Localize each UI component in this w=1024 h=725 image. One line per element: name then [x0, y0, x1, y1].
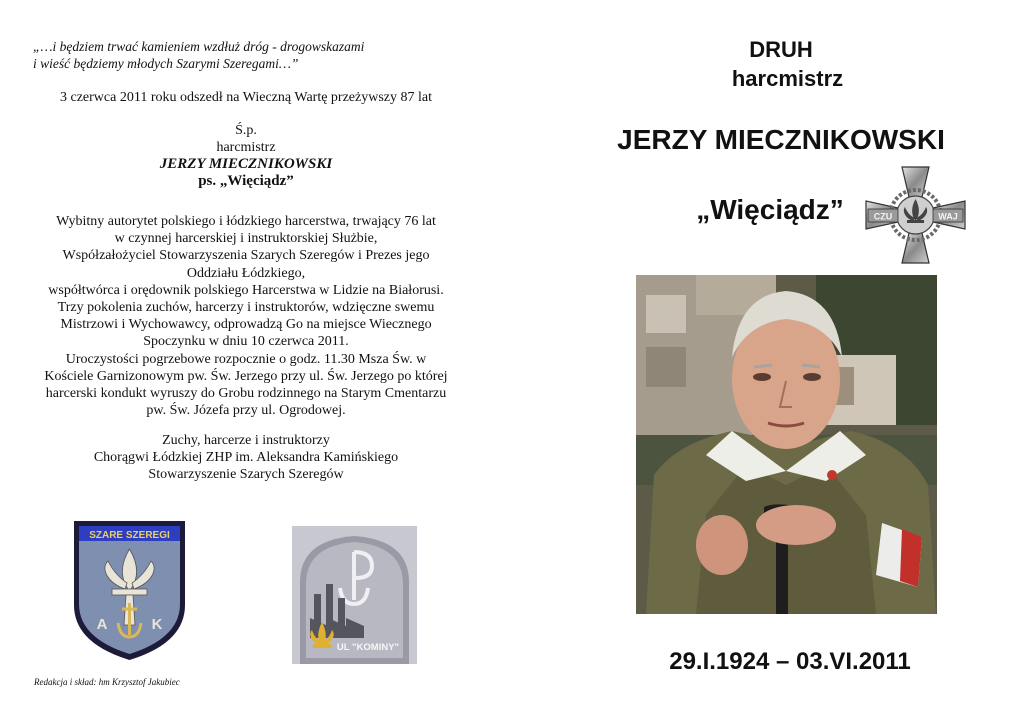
harcerski-cross-svg	[862, 163, 969, 267]
body-line: Uroczystości pogrzebowe rozpocznie o godz. 11.30 Msza Św. w	[65, 351, 427, 367]
obituary-header	[0, 122, 492, 190]
body-line: Współzałożyciel Stowarzyszenia Szarych Szeregów i Prezes jego	[62, 248, 430, 264]
life-dates: 29.I.1924 – 03.VI.2011	[669, 648, 911, 675]
quote-line-2: i wieść będziemy młodych Szarymi Szeregami…”	[33, 56, 299, 71]
deceased-name: JERZY MIECZNIKOWSKI	[159, 156, 333, 172]
body-line: Mistrzowi i Wychowawcy, odprowadzą Go na miejsce Wiecznego	[60, 317, 432, 333]
obituary-body	[0, 213, 492, 419]
body-line: Spoczynku w dniu 10 czerwca 2011.	[143, 334, 349, 350]
szare-szeregi-emblem	[68, 517, 191, 663]
kominy-emblem-icon	[292, 526, 417, 664]
rank-title: harcmistrz	[731, 66, 844, 91]
signer-line: Chorągwi Łódzkiej ZHP im. Aleksandra Kamińskiego	[93, 450, 399, 466]
body-line: Oddziału Łódzkiego,	[186, 265, 306, 281]
signers	[0, 432, 492, 484]
body-line: współtwórca i orędownik polskiego Harcerstwa w Lidzie na Białorusi.	[48, 282, 444, 298]
emblem-letter-right: K	[151, 616, 163, 633]
body-line: Kościele Garnizonowym pw. Św. Jerzego przy ul. Św. Jerzego po której	[44, 368, 448, 384]
name-title: JERZY MIECZNIKOWSKI	[617, 124, 945, 155]
nickname-title: „Więciądz”	[696, 194, 844, 225]
signer-line: Stowarzyszenie Szarych Szeregów	[148, 467, 344, 483]
opening-quote	[33, 38, 453, 72]
rank-label: harcmistrz	[216, 140, 276, 155]
portrait-photo	[636, 275, 937, 614]
body-line: Trzy pokolenia zuchów, harcerzy i instruktorów, wdzięczne swemu	[57, 300, 435, 316]
death-notice: 3 czerwca 2011 roku odszedł na Wieczną Wartę przeżywszy 87 lat	[60, 90, 432, 105]
body-line: Wybitny autorytet polskiego i łódzkiego harcerstwa, trwający 76 lat	[56, 214, 436, 229]
body-line: w czynnej harcerskiej i instruktorskiej Służbie,	[114, 231, 378, 247]
druh-title: DRUH	[749, 37, 813, 62]
szare-szeregi-emblem-icon	[68, 517, 191, 663]
emblem-banner-text: SZARE SZEREGI	[89, 530, 170, 541]
cross-czu-text: CZU	[873, 211, 893, 222]
portrait-illustration	[636, 275, 937, 614]
editor-credit: Redakcja i skład: hm Krzysztof Jakubiec	[34, 677, 180, 687]
deceased-nickname: ps. „Więciądz”	[198, 173, 294, 189]
kominy-label: UL "KOMINY"	[336, 642, 400, 653]
cross-waj-text: WAJ	[938, 211, 958, 222]
quote-line-1: „…i będziem trwać kamieniem wzdłuż dróg - drogowskazami	[33, 39, 365, 54]
kominy-emblem	[292, 526, 417, 664]
body-line: pw. Św. Józefa przy ul. Ogrodowej.	[146, 403, 346, 419]
body-line: harcerski kondukt wyruszy do Grobu rodzinnego na Starym Cmentarzu	[45, 386, 447, 402]
emblem-letter-left: A	[96, 616, 108, 633]
harcerski-cross-icon	[862, 163, 969, 267]
signer-line: Zuchy, harcerze i instruktorzy	[162, 433, 330, 448]
sp-label: Ś.p.	[235, 123, 257, 138]
